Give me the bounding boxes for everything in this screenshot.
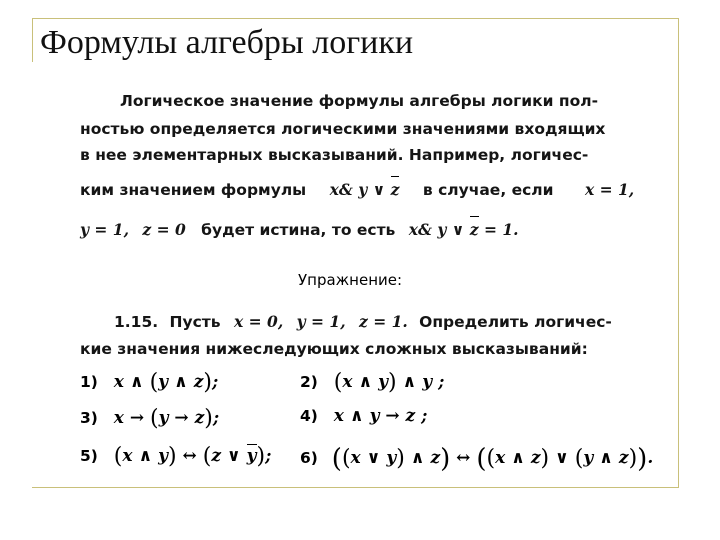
task-5	[80, 444, 271, 469]
frame-bottom-line	[32, 487, 678, 488]
task-expression: ((x ∨ y) ∧ z) ↔ ((x ∧ z) ∨ (y ∧ z)).	[331, 444, 654, 474]
exercise-x: x = 0,	[234, 312, 284, 331]
exercise-label: Упражнение:	[298, 271, 403, 289]
intro-line-4	[80, 180, 634, 199]
task-number: 4)	[300, 407, 318, 425]
task-1	[80, 370, 218, 395]
intro-line-4-text: ким значением формулы	[80, 181, 307, 199]
intro-line-5-text: будет истина, то есть	[201, 221, 396, 239]
frame-right-line	[678, 18, 679, 488]
task-expression: (x ∧ y) ∧ y ;	[333, 370, 445, 395]
task-expression: x → (y → z);	[113, 406, 220, 431]
exercise-number: 1.15.	[114, 313, 159, 331]
intro-line-2: ностью определяется логическими значениями входящих	[80, 120, 606, 138]
intro-line-5	[80, 220, 519, 239]
task-expression: (x ∧ y) ↔ (z ∨ y);	[113, 444, 272, 469]
frame-top-line	[32, 18, 678, 19]
task-number: 3)	[80, 409, 98, 427]
task-number: 1)	[80, 373, 98, 391]
task-2	[300, 370, 444, 395]
task-expression: x ∧ y → z ;	[333, 406, 428, 426]
task-number: 6)	[300, 449, 318, 467]
intro-line-4-mid: в случае, если	[422, 181, 554, 199]
intro-line-1: Логическое значение формулы алгебры логики пол-	[120, 92, 599, 110]
task-number: 2)	[300, 373, 318, 391]
exercise-line-1	[114, 312, 612, 331]
intro-cond-x: x = 1,	[584, 180, 635, 199]
intro-cond-y: y = 1,	[80, 220, 129, 239]
task-number: 5)	[80, 447, 98, 465]
exercise-z: z = 1.	[359, 312, 408, 331]
intro-cond-z: z = 0	[142, 220, 186, 239]
exercise-let: Пусть	[169, 313, 221, 331]
task-expression: x ∧ (y ∧ z);	[113, 370, 219, 395]
task-3	[80, 406, 219, 431]
task-6	[300, 444, 653, 474]
exercise-line-2: кие значения нижеследующих сложных высказываний:	[80, 340, 588, 358]
intro-formula: x& y ∨ z	[329, 180, 400, 199]
frame-left-accent	[32, 18, 33, 62]
slide-title: Формулы алгебры логики	[40, 24, 414, 61]
exercise-determine: Определить логичес-	[419, 313, 612, 331]
task-4	[300, 406, 427, 426]
exercise-y: y = 1,	[296, 312, 346, 331]
intro-result: x& y ∨ z = 1.	[408, 220, 519, 239]
intro-line-3: в нее элементарных высказываний. Например, логичес-	[80, 146, 589, 164]
